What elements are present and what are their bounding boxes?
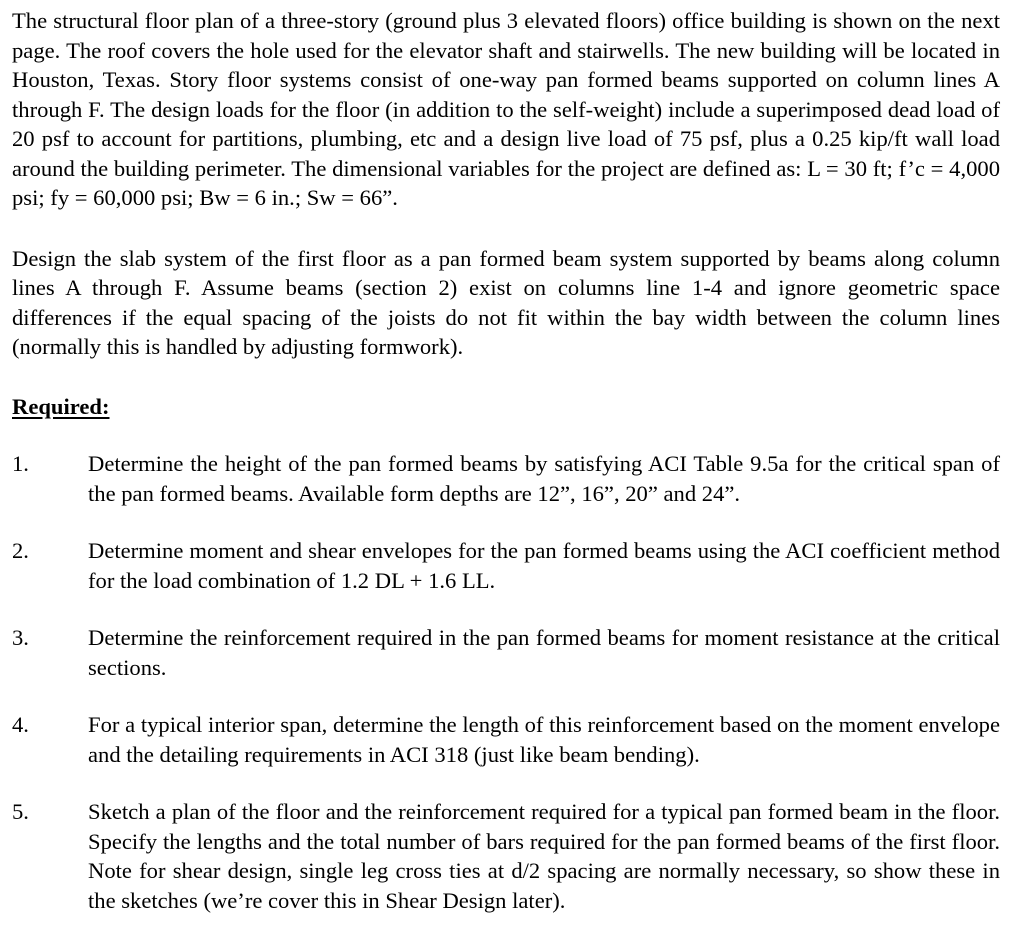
- item-number: 3.: [12, 625, 29, 650]
- design-paragraph: Design the slab system of the first floor as a pan formed beam system supported by beams along column lines A through F. Assume beams (section 2) exist on columns line 1-4 and ignore geometric space differences if the equal spacing of the joists do not fit within the bay width between the column lines (normally this is handled by adjusting formwork).: [12, 245, 1000, 359]
- required-item-4: [12, 710, 1000, 769]
- item-text: For a typical interior span, determine the length of this reinforcement based on the moment envelope and the detailing requirements in ACI 318 (just like beam bending).: [88, 712, 1000, 767]
- intro-paragraph: The structural floor plan of a three-story (ground plus 3 elevated floors) office building is shown on the next page. The roof covers the hole used for the elevator shaft and stairwells. The new building will be located in Houston, Texas. Story floor systems consist of one-way pan formed beams supported on column lines A through F. The design loads for the floor (in addition to the self-weight) include a superimposed dead load of 20 psf to account for partitions, plumbing, etc and a design live load of 75 psf, plus a 0.25 kip/ft wall load around the building perimeter. The dimensional variables for the project are defined as: L = 30 ft; f’c = 4,000 psi; fy = 60,000 psi; Bw = 6 in.; Sw = 66”.: [12, 8, 1000, 210]
- item-number: 1.: [12, 451, 29, 476]
- required-item-2: [12, 536, 1000, 595]
- required-item-5: [12, 797, 1000, 915]
- required-item-1: [12, 449, 1000, 508]
- item-number: 5.: [12, 799, 29, 824]
- item-text: Determine the height of the pan formed beams by satisfying ACI Table 9.5a for the critical span of the pan formed beams. Available form depths are 12”, 16”, 20” and 24”.: [88, 451, 1000, 506]
- item-text: Determine the reinforcement required in the pan formed beams for moment resistance at the critical sections.: [88, 625, 1000, 680]
- required-heading: Required:: [12, 393, 110, 419]
- item-text: Determine moment and shear envelopes for the pan formed beams using the ACI coefficient method for the load combination of 1.2 DL + 1.6 LL.: [88, 538, 1000, 593]
- required-item-3: [12, 623, 1000, 682]
- required-list: [12, 449, 1000, 915]
- item-number: 2.: [12, 538, 29, 563]
- item-number: 4.: [12, 712, 29, 737]
- item-text: Sketch a plan of the floor and the reinforcement required for a typical pan formed beam in the floor. Specify the lengths and the total number of bars required for the pan formed beams of the first floor. Note for shear design, single leg cross ties at d/2 spacing are normally necessary, so show these in the sketches (we’re cover this in Shear Design later).: [88, 799, 1000, 913]
